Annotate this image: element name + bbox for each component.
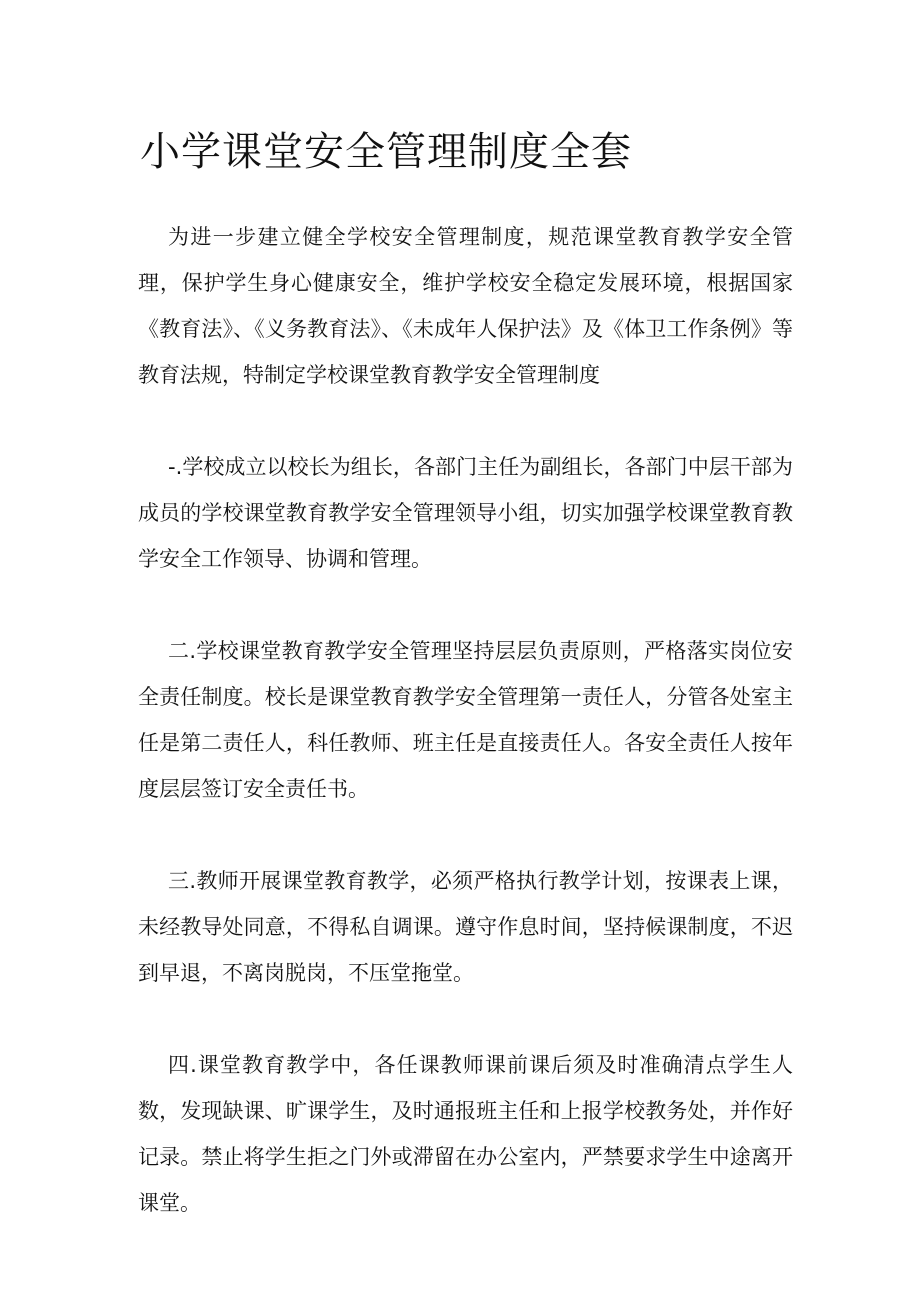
document-title: 小学课堂安全管理制度全套 — [140, 129, 632, 175]
clause-3-paragraph: 三.教师开展课堂教育教学，必须严格执行教学计划，按课表上课，未经教导处同意，不得私自调课。遵守作息时间，坚持候课制度，不迟到早退，不离岗脱岗，不压堂拖堂。 — [138, 869, 793, 985]
clause-2-paragraph: 二.学校课堂教育教学安全管理坚持层层负责原则，严格落实岗位安全责任制度。校长是课堂教育教学安全管理第一责任人，分管各处室主任是第二责任人，科任教师、班主任是直接责任人。各安全责任人按年度层层签订安全责任书。 — [138, 639, 793, 801]
clause-1-paragraph: -.学校成立以校长为组长，各部门主任为副组长，各部门中层干部为成员的学校课堂教育教学安全管理领导小组，切实加强学校课堂教育教学安全工作领导、协调和管理。 — [138, 455, 793, 571]
intro-paragraph: 为进一步建立健全学校安全管理制度，规范课堂教育教学安全管理，保护学生身心健康安全，维护学校安全稳定发展环境，根据国家《教育法》、《义务教育法》、《未成年人保护法》及《体卫工作条例》等教育法规，特制定学校课堂教育教学安全管理制度 — [138, 225, 793, 387]
document-body — [138, 214, 793, 1272]
clause-4-paragraph: 四.课堂教育教学中，各任课教师课前课后须及时准确清点学生人数，发现缺课、旷课学生，及时通报班主任和上报学校教务处，并作好记录。禁止将学生拒之门外或滞留在办公室内，严禁要求学生中途离开课堂。 — [138, 1053, 793, 1215]
